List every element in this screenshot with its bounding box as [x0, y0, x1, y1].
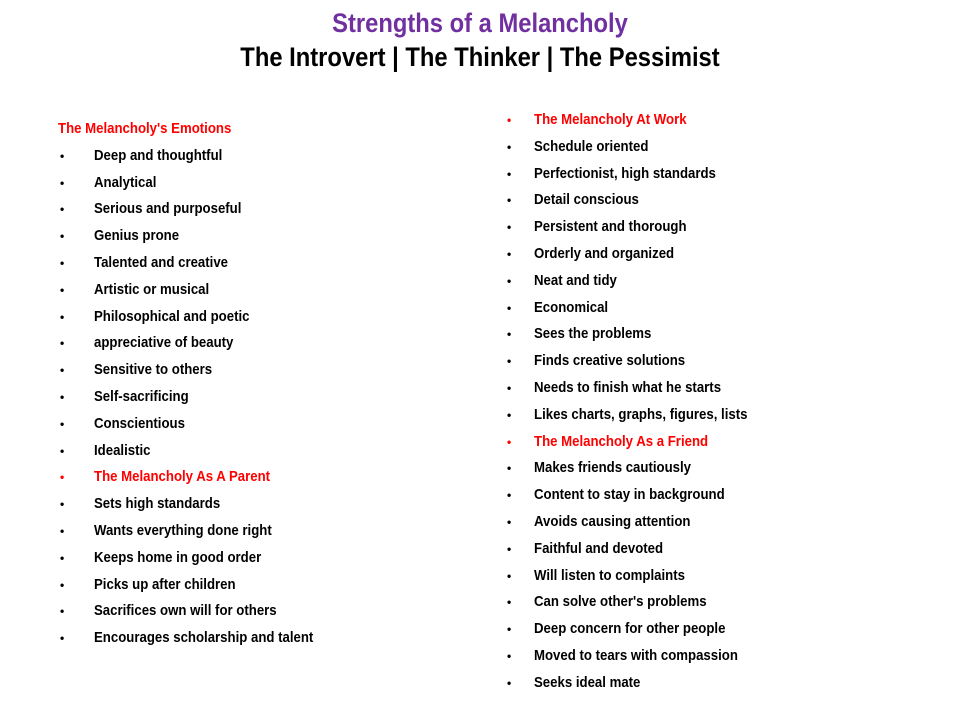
list-item [498, 295, 938, 322]
list-item-text: Idealistic [94, 441, 151, 459]
bullet-icon: • [507, 434, 512, 449]
list-item-text: Serious and purposeful [94, 200, 242, 218]
list-item [58, 304, 458, 331]
left-column [58, 116, 458, 652]
bullet-icon: • [507, 622, 512, 637]
bullet-icon: • [60, 363, 65, 378]
bullet-icon: • [507, 327, 512, 342]
list-item-text: Economical [534, 298, 609, 316]
bullet-icon: • [507, 166, 512, 181]
list-item-text: Deep concern for other people [534, 620, 726, 638]
list-item-text: Analytical [94, 173, 157, 191]
list-item [498, 536, 938, 563]
title-main: Strengths of a Melancholy [332, 8, 628, 38]
list-item [498, 214, 938, 241]
bullet-icon: • [60, 255, 65, 270]
list-item [58, 196, 458, 223]
list-item-text: Sensitive to others [94, 361, 213, 379]
list-item [58, 518, 458, 545]
list-item-text: Will listen to complaints [534, 566, 685, 584]
list-item-text: Artistic or musical [94, 280, 210, 298]
bullet-icon: • [507, 246, 512, 261]
list-item-text: Orderly and organized [534, 244, 675, 262]
list-item-text: Neat and tidy [534, 271, 617, 289]
list-item [498, 643, 938, 670]
list-item [58, 384, 458, 411]
section-heading-work [498, 107, 938, 134]
list-item [58, 250, 458, 277]
list-item-text: Faithful and devoted [534, 539, 664, 557]
list-item-text: Finds creative solutions [534, 352, 686, 370]
list-item-text: Persistent and thorough [534, 218, 687, 236]
bullet-icon: • [60, 148, 65, 163]
list-item [498, 187, 938, 214]
bullet-icon: • [60, 604, 65, 619]
bullet-icon: • [507, 488, 512, 503]
title-subtitle: The Introvert | The Thinker | The Pessimist [240, 42, 720, 72]
list-item-text: appreciative of beauty [94, 334, 234, 352]
list-item [58, 411, 458, 438]
bullet-icon: • [507, 675, 512, 690]
list-item-text: Likes charts, graphs, figures, lists [534, 405, 748, 423]
list-item [58, 438, 458, 465]
list-item [498, 268, 938, 295]
bullet-icon: • [60, 202, 65, 217]
section-heading-text: The Melancholy As A Parent [94, 468, 271, 486]
bullet-icon: • [60, 470, 65, 485]
list-item-text: Detail conscious [534, 191, 639, 209]
list-item-text: Keeps home in good order [94, 548, 262, 566]
list-item [58, 277, 458, 304]
bullet-icon: • [507, 139, 512, 154]
list-item [498, 509, 938, 536]
bullet-icon: • [507, 407, 512, 422]
list-item [58, 572, 458, 599]
section-heading-parent [58, 464, 458, 491]
list-item [498, 455, 938, 482]
list-item-text: Wants everything done right [94, 521, 272, 539]
list-item-text: Moved to tears with compassion [534, 646, 738, 664]
bullet-icon: • [60, 389, 65, 404]
list-item [58, 223, 458, 250]
bullet-icon: • [507, 541, 512, 556]
section-heading-emotions: The Melancholy's Emotions [58, 120, 232, 137]
list-item [498, 321, 938, 348]
bullet-icon: • [60, 336, 65, 351]
bullet-icon: • [60, 497, 65, 512]
bullet-icon: • [507, 354, 512, 369]
list-item-text: Sees the problems [534, 325, 652, 343]
list-item [498, 348, 938, 375]
list-item-text: Philosophical and poetic [94, 307, 250, 325]
list-item [58, 625, 458, 652]
bullet-icon: • [507, 648, 512, 663]
right-column [498, 107, 938, 697]
list-item [58, 357, 458, 384]
list-item-text: Makes friends cautiously [534, 459, 691, 477]
bullet-icon: • [507, 193, 512, 208]
list-item [498, 375, 938, 402]
list-item [498, 161, 938, 188]
list-item-text: Sets high standards [94, 495, 221, 513]
list-item-text: Perfectionist, high standards [534, 164, 716, 182]
bullet-icon: • [507, 514, 512, 529]
list-item-text: Conscientious [94, 414, 185, 432]
bullet-icon: • [60, 416, 65, 431]
list-item [498, 670, 938, 697]
bullet-icon: • [60, 443, 65, 458]
list-item-text: Self-sacrificing [94, 387, 189, 405]
bullet-icon: • [507, 113, 512, 127]
bullet-icon: • [507, 380, 512, 395]
slide-title [58, 6, 903, 74]
list-item [498, 616, 938, 643]
list-item-text: Talented and creative [94, 253, 229, 271]
list-item [498, 241, 938, 268]
list-item-text: Schedule oriented [534, 137, 649, 155]
bullet-icon: • [507, 595, 512, 610]
list-item-text: Can solve other's problems [534, 593, 707, 611]
list-item [498, 134, 938, 161]
section-heading-text: The Melancholy At Work [534, 111, 687, 128]
list-item [498, 563, 938, 590]
list-item-text: Encourages scholarship and talent [94, 629, 314, 647]
list-item-text: Sacrifices own will for others [94, 602, 277, 620]
list-item [58, 545, 458, 572]
bullet-icon: • [60, 631, 65, 646]
list-item-text: Deep and thoughtful [94, 146, 223, 164]
bullet-icon: • [60, 175, 65, 190]
section-heading-friend [498, 429, 938, 456]
list-item [58, 143, 458, 170]
left-bullet-list [58, 143, 458, 652]
bullet-icon: • [507, 300, 512, 315]
bullet-icon: • [507, 568, 512, 583]
bullet-icon: • [60, 550, 65, 565]
list-item [58, 170, 458, 197]
bullet-icon: • [507, 220, 512, 235]
list-item-text: Picks up after children [94, 575, 236, 593]
list-item-text: Content to stay in background [534, 486, 725, 504]
bullet-icon: • [60, 577, 65, 592]
bullet-icon: • [60, 523, 65, 538]
bullet-icon: • [507, 461, 512, 476]
list-item [58, 598, 458, 625]
list-item [58, 330, 458, 357]
section-heading-text: The Melancholy As a Friend [534, 432, 709, 450]
bullet-icon: • [60, 309, 65, 324]
list-item-text: Needs to finish what he starts [534, 378, 722, 396]
list-item [498, 482, 938, 509]
list-item-text: Genius prone [94, 227, 180, 245]
list-item [58, 491, 458, 518]
right-bullet-list [498, 107, 938, 697]
bullet-icon: • [60, 229, 65, 244]
list-item-text: Avoids causing attention [534, 512, 691, 530]
list-item [498, 402, 938, 429]
bullet-icon: • [60, 282, 65, 297]
list-item [498, 589, 938, 616]
list-item-text: Seeks ideal mate [534, 673, 641, 691]
bullet-icon: • [507, 273, 512, 288]
